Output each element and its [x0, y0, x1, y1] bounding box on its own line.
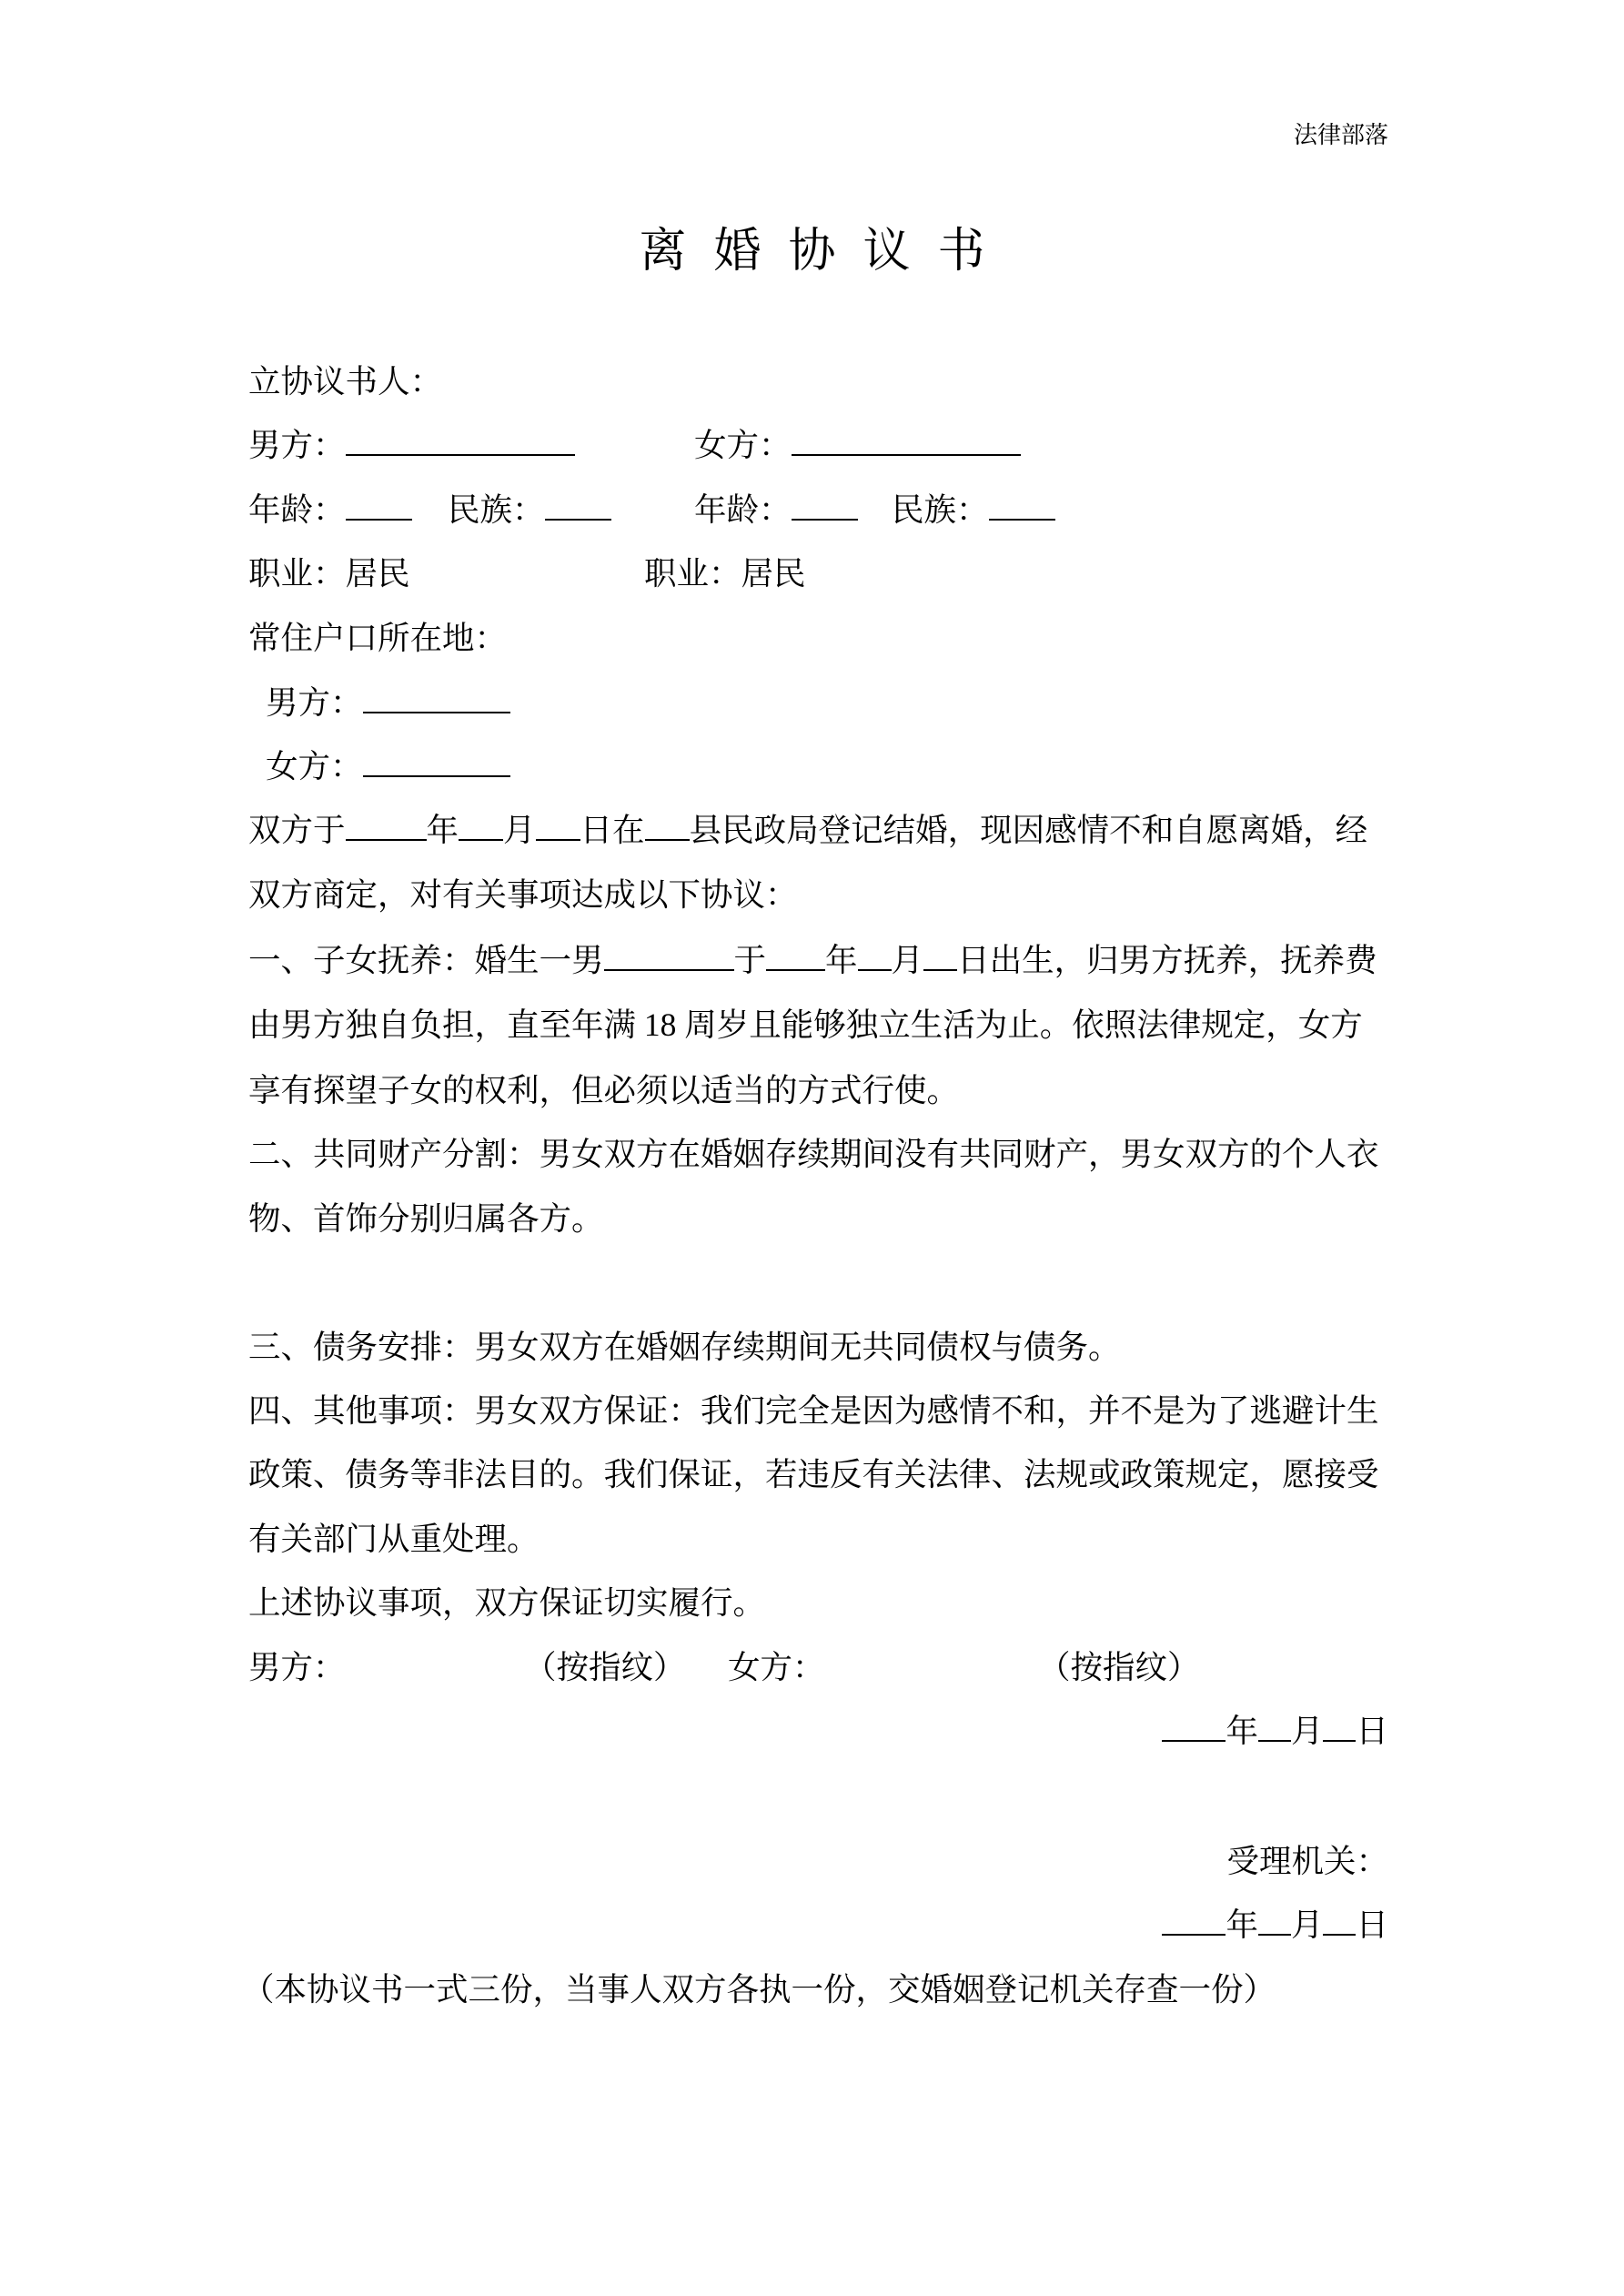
female-signature-label: 女方：: [728, 1649, 825, 1685]
occupation-row: [248, 541, 1431, 605]
sign-month-blank[interactable]: [1258, 1714, 1291, 1742]
county-blank[interactable]: [645, 814, 690, 841]
male-residence-blank[interactable]: [363, 686, 510, 713]
child-name-blank[interactable]: [604, 944, 734, 971]
names-row: [248, 413, 1431, 477]
text: 年: [1226, 1907, 1258, 1943]
male-fingerprint: （按指纹）: [524, 1649, 686, 1685]
residence-label: 常住户口所在地：: [248, 620, 508, 656]
male-occupation-value: 居民: [345, 555, 410, 592]
marriage-month-blank[interactable]: [459, 814, 503, 841]
male-name-blank[interactable]: [346, 429, 575, 456]
female-occupation-value: 居民: [741, 555, 806, 592]
text: 县民政局登记结婚，现因感情不和自愿离婚，经: [689, 812, 1368, 848]
sign-day-blank[interactable]: [1323, 1714, 1356, 1742]
header-brand: 法律部落: [1293, 122, 1388, 148]
age-ethnicity-row: [248, 478, 1431, 541]
female-age-blank[interactable]: [792, 493, 858, 521]
text: 月: [1290, 1713, 1324, 1749]
male-age-blank[interactable]: [346, 493, 412, 521]
item3-line-1: 三、债务安排：男女双方在婚姻存续期间无共同债权与债务。: [248, 1329, 1121, 1365]
item2-line-2: 物、首饰分别归属各方。: [248, 1200, 604, 1237]
item1-line-3: 享有探望子女的权利，但必须以适当的方式行使。: [248, 1072, 960, 1108]
signing-date: [1162, 1699, 1388, 1763]
female-fingerprint: （按指纹）: [1038, 1649, 1200, 1685]
marriage-day-blank[interactable]: [536, 814, 580, 841]
female-residence-blank[interactable]: [363, 750, 510, 777]
birth-day-blank[interactable]: [923, 944, 957, 971]
birth-year-blank[interactable]: [766, 944, 825, 971]
female-ethnicity-label: 民族：: [892, 491, 989, 528]
item1-line-1: [248, 928, 1377, 992]
item1-line-2: 由男方独自负担，直至年满 18 周岁且能够独立生活为止。依照法律规定，女方: [248, 1006, 1363, 1043]
female-ethnicity-blank[interactable]: [989, 493, 1055, 521]
female-age-label: 年龄：: [694, 491, 792, 528]
male-ethnicity-blank[interactable]: [545, 493, 611, 521]
text: 于: [733, 942, 767, 978]
authority-year-blank[interactable]: [1162, 1908, 1226, 1936]
marriage-year-blank[interactable]: [346, 814, 427, 841]
male-signature-label: 男方：: [248, 1649, 346, 1685]
text: 日: [1356, 1907, 1388, 1943]
authority-label: 受理机关：: [1226, 1843, 1388, 1879]
signature-row: [248, 1635, 1431, 1699]
text: 月: [1290, 1907, 1324, 1943]
text: 月: [891, 942, 924, 978]
footnote: （本协议书一式三份，当事人双方各执一份，交婚姻登记机关存查一份）: [242, 1971, 1276, 2008]
male-age-label: 年龄：: [248, 491, 346, 528]
item4-line-3: 有关部门从重处理。: [248, 1521, 540, 1557]
text: 日: [1356, 1713, 1388, 1749]
text: 日在: [580, 812, 645, 848]
text: 月: [503, 812, 536, 848]
parties-intro: 立协议书人：: [248, 363, 443, 400]
male-residence-row: [266, 671, 510, 734]
item2-line-1: 二、共同财产分割：男女双方在婚姻存续期间没有共同财产，男女双方的个人衣: [248, 1136, 1379, 1172]
sign-year-blank[interactable]: [1162, 1714, 1226, 1742]
female-residence-row: [266, 734, 510, 798]
male-residence-label: 男方：: [266, 684, 363, 721]
item4-line-2: 政策、债务等非法目的。我们保证，若违反有关法律、法规或政策规定，愿接受: [248, 1456, 1379, 1492]
female-name-blank[interactable]: [792, 429, 1021, 456]
birth-month-blank[interactable]: [858, 944, 892, 971]
closing-statement: 上述协议事项，双方保证切实履行。: [248, 1584, 766, 1621]
authority-month-blank[interactable]: [1258, 1908, 1291, 1936]
authority-day-blank[interactable]: [1323, 1908, 1356, 1936]
female-residence-label: 女方：: [266, 748, 363, 784]
male-occupation-label: 职业：: [248, 555, 346, 592]
text: 一、子女抚养：婚生一男: [248, 942, 604, 978]
item4-line-1: 四、其他事项：男女双方保证：我们完全是因为感情不和，并不是为了逃避计生: [248, 1392, 1379, 1429]
marriage-line-2: 双方商定，对有关事项达成以下协议：: [248, 876, 798, 913]
text: 日出生，归男方抚养，抚养费: [957, 942, 1377, 978]
male-label: 男方：: [248, 427, 346, 463]
text: 双方于: [248, 812, 346, 848]
female-occupation-label: 职业：: [644, 555, 741, 592]
text: 年: [426, 812, 459, 848]
female-label: 女方：: [694, 427, 792, 463]
marriage-line-1: [248, 798, 1367, 862]
text: 年: [825, 942, 858, 978]
text: 年: [1226, 1713, 1258, 1749]
document-title: 离婚协议书: [639, 226, 1013, 278]
authority-date: [1162, 1893, 1388, 1957]
male-ethnicity-label: 民族：: [448, 491, 545, 528]
